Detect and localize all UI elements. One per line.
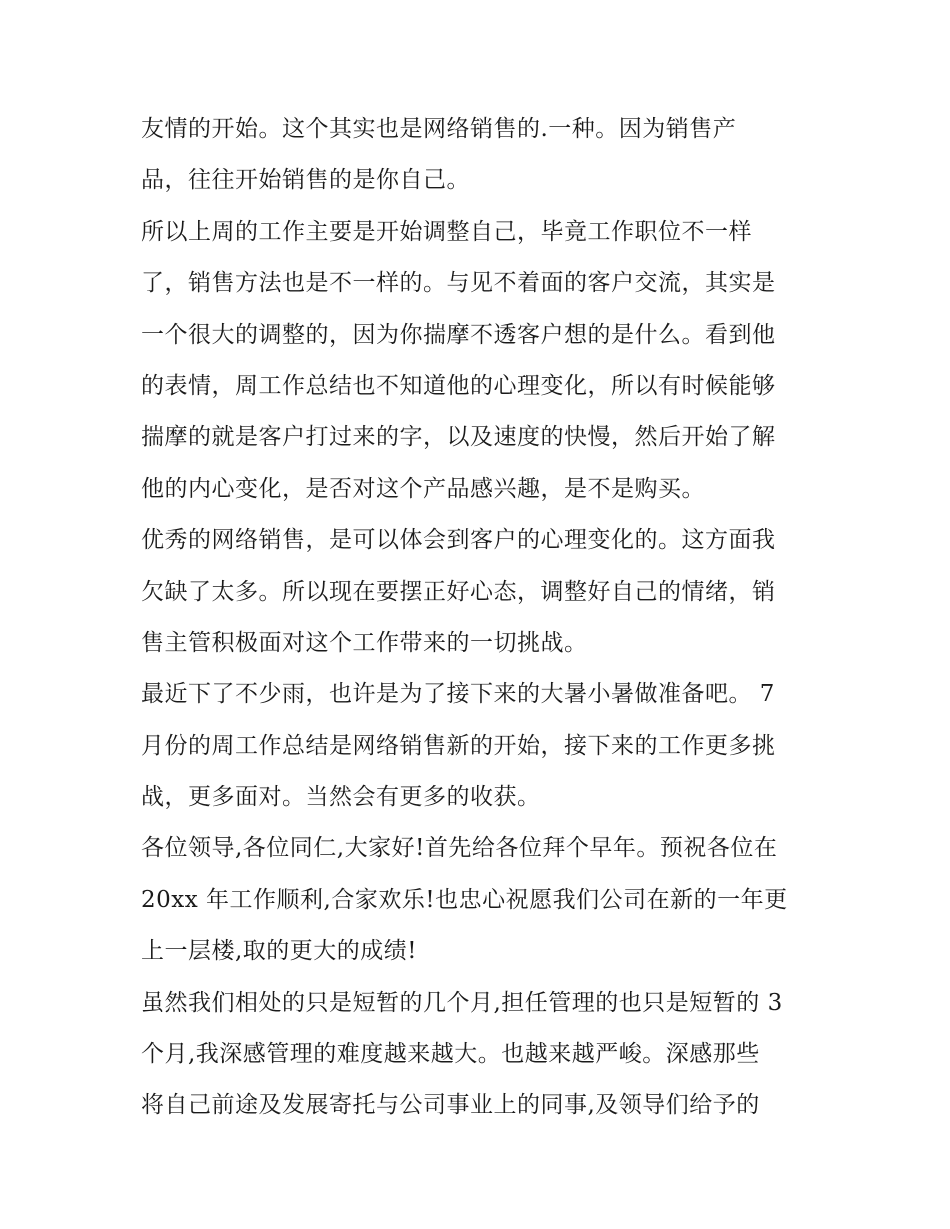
text-line: 的表情，周工作总结也不知道他的心理变化，所以有时候能够 xyxy=(141,372,776,399)
text-line: 售主管积极面对这个工作带来的一切挑战。 xyxy=(141,629,588,656)
text-line: 个月,我深感管理的难度越来越大。也越来越严峻。深感那些 xyxy=(141,1041,760,1068)
text-line: 将自己前途及发展寄托与公司事业上的同事,及领导们给予的 xyxy=(141,1092,760,1119)
text-line: 最近下了不少雨，也许是为了接下来的大暑小暑做准备吧。 7 xyxy=(141,681,775,708)
text-line: 了，销售方法也是不一样的。与见不着面的客户交流，其实是 xyxy=(141,270,776,297)
document-body xyxy=(141,104,821,1132)
text-line: 所以上周的工作主要是开始调整自己，毕竟工作职位不一样 xyxy=(141,218,752,245)
text-line: 友情的开始。这个其实也是网络销售的.一种。因为销售产 xyxy=(141,116,737,142)
text-line: 品，往往开始销售的是你自己。 xyxy=(141,167,470,194)
text-line: 月份的周工作总结是网络销售新的开始，接下来的工作更多挑 xyxy=(141,732,776,759)
text-line: 20xx 年工作顺利,合家欢乐!也忠心祝愿我们公司在新的一年更 xyxy=(141,886,788,913)
text-line: 欠缺了太多。所以现在要摆正好心态，调整好自己的情绪，销 xyxy=(141,578,776,605)
text-line: 揣摩的就是客户打过来的字，以及速度的快慢，然后开始了解 xyxy=(141,424,776,451)
text-line: 他的内心变化，是否对这个产品感兴趣，是不是购买。 xyxy=(141,475,705,502)
text-line: 优秀的网络销售，是可以体会到客户的心理变化的。这方面我 xyxy=(141,527,776,554)
text-line: 一个很大的调整的，因为你揣摩不透客户想的是什么。看到他 xyxy=(141,321,776,348)
text-line: 战，更多面对。当然会有更多的收获。 xyxy=(141,784,541,811)
text-line: 上一层楼,取的更大的成绩! xyxy=(141,938,418,965)
text-line: 虽然我们相处的只是短暂的几个月,担任管理的也只是短暂的 3 xyxy=(141,989,783,1016)
text-line: 各位领导,各位同仁,大家好!首先给各位拜个早年。预祝各位在 xyxy=(141,835,778,862)
